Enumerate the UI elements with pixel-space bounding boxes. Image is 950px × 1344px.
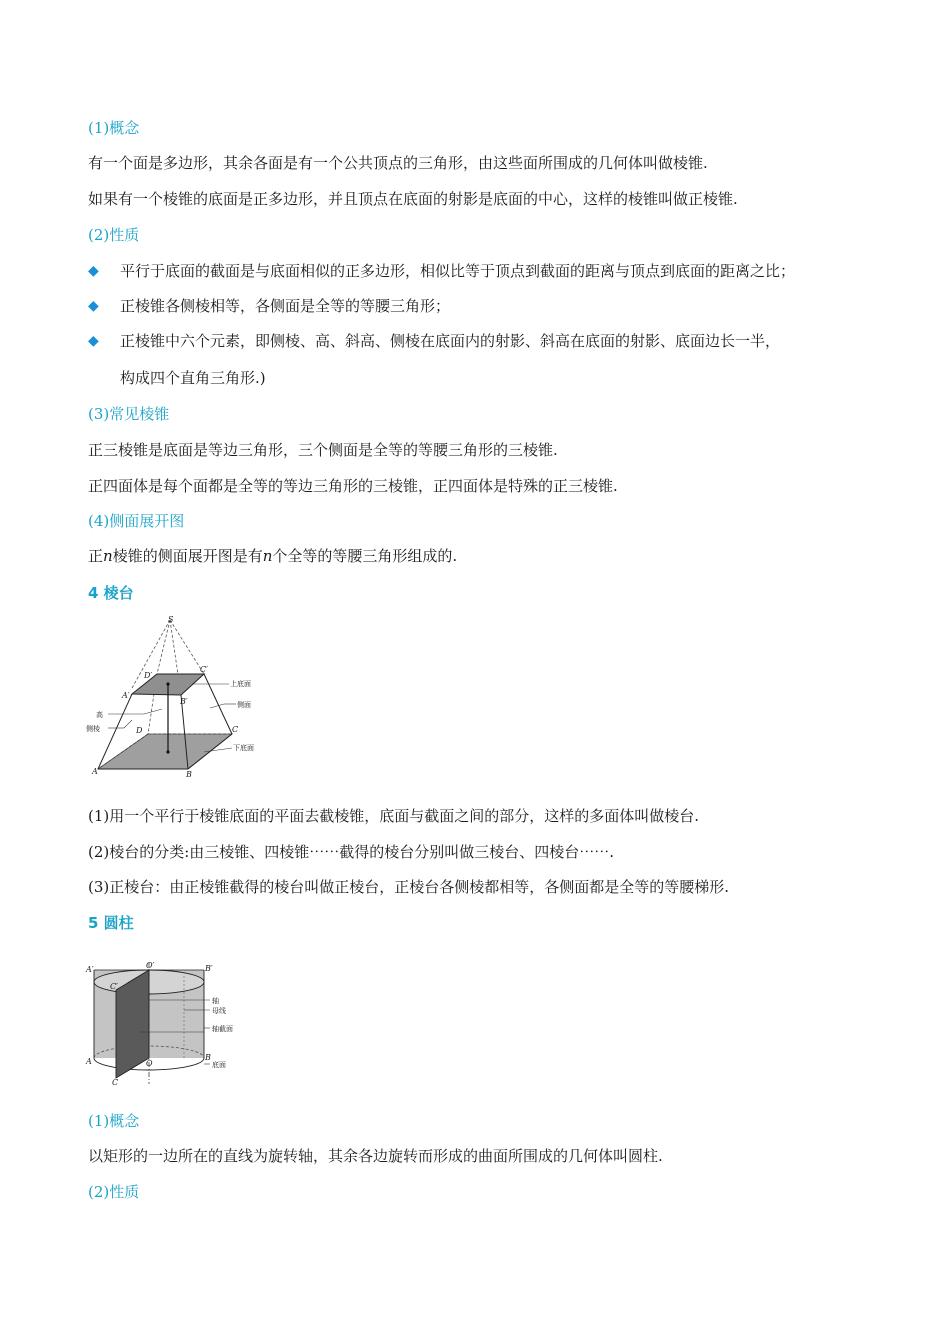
subheading-cylinder-concept: (1)概念 bbox=[88, 1112, 140, 1130]
label-C-prime: C′ bbox=[110, 982, 118, 991]
label-axis: 轴 bbox=[212, 997, 219, 1005]
label-O-prime: O′ bbox=[146, 961, 155, 970]
paragraph-lateral-unfolding bbox=[88, 546, 457, 566]
label-generatrix: 母线 bbox=[212, 1007, 226, 1015]
subheading-cylinder-properties: (2)性质 bbox=[88, 1183, 140, 1201]
label-B-prime: B′ bbox=[180, 697, 188, 706]
property-item: 平行于底面的截面是与底面相似的正多边形，相似比等于顶点到截面的距离与顶点到底面的距离之比； bbox=[120, 262, 796, 280]
subheading-lateral-unfolding: (4)侧面展开图 bbox=[88, 512, 185, 530]
paragraph-cylinder-definition: 以矩形的一边所在的直线为旋转轴，其余各边旋转而形成的曲面所围成的几何体叫圆柱. bbox=[88, 1147, 663, 1165]
label-A: A bbox=[86, 1057, 92, 1066]
frustum-figure bbox=[84, 612, 274, 780]
label-lateral-face: 侧面 bbox=[237, 701, 251, 709]
cylinder-figure bbox=[84, 958, 254, 1088]
label-height: 高 bbox=[96, 711, 103, 719]
label-B: B bbox=[186, 770, 192, 779]
label-lateral-edge: 侧棱 bbox=[86, 725, 100, 733]
subheading-concept: (1)概念 bbox=[88, 119, 140, 137]
text-segment: 正 bbox=[88, 547, 104, 565]
property-item: 正棱锥各侧棱相等，各侧面是全等的等腰三角形； bbox=[120, 297, 451, 315]
diamond-bullet-icon: ◆ bbox=[88, 333, 99, 349]
diamond-bullet-icon: ◆ bbox=[88, 298, 99, 314]
label-C-prime: C′ bbox=[200, 665, 208, 674]
label-A: A bbox=[92, 767, 98, 776]
subheading-properties: (2)性质 bbox=[88, 226, 140, 244]
paragraph-regular-frustum: (3)正棱台：由正棱锥截得的棱台叫做正棱台，正棱台各侧棱都相等，各侧面都是全等的等腰梯形. bbox=[88, 878, 730, 896]
label-bottom-base: 下底面 bbox=[233, 744, 254, 752]
paragraph-regular-tetrahedron: 正四面体是每个面都是全等的等边三角形的三棱锥，正四面体是特殊的正三棱锥. bbox=[88, 477, 618, 495]
label-O: O bbox=[146, 1059, 153, 1068]
variable-n: n bbox=[262, 547, 273, 565]
paragraph-frustum-classification: (2)棱台的分类:由三棱锥、四棱锥⋯⋯截得的棱台分别叫做三棱台、四棱台⋯⋯. bbox=[88, 843, 615, 861]
label-base: 底面 bbox=[212, 1061, 226, 1069]
subheading-common-pyramids: (3)常见棱锥 bbox=[88, 405, 170, 423]
label-S: S bbox=[168, 615, 174, 624]
text-segment: 个全等的等腰三角形组成的. bbox=[272, 547, 458, 565]
property-item: 正棱锥中六个元素，即侧棱、高、斜高、侧棱在底面内的射影、斜高在底面的射影、底面边长一半， bbox=[120, 332, 781, 350]
paragraph-regular-triangular-pyramid: 正三棱锥是底面是等边三角形，三个侧面是全等的等腰三角形的三棱锥. bbox=[88, 441, 558, 459]
label-D-prime: D′ bbox=[144, 671, 153, 680]
label-C: C bbox=[112, 1078, 119, 1087]
label-A-prime: A′ bbox=[122, 691, 130, 700]
section-heading-cylinder: 5 圆柱 bbox=[88, 914, 134, 932]
label-D: D bbox=[136, 726, 143, 735]
variable-n: n bbox=[103, 547, 113, 565]
label-top-base: 上底面 bbox=[230, 680, 251, 688]
diamond-bullet-icon: ◆ bbox=[88, 263, 99, 279]
label-axial-section: 轴截面 bbox=[212, 1025, 233, 1033]
paragraph-frustum-definition: (1)用一个平行于棱锥底面的平面去截棱锥，底面与截面之间的部分，这样的多面体叫做棱台. bbox=[88, 807, 700, 825]
label-B: B bbox=[205, 1053, 211, 1062]
label-B-prime: B′ bbox=[205, 964, 213, 973]
section-heading-frustum: 4 棱台 bbox=[88, 584, 134, 602]
label-C: C bbox=[232, 725, 239, 734]
text-segment: 棱锥的侧面展开图是有 bbox=[112, 547, 263, 565]
paragraph-pyramid-definition: 有一个面是多边形，其余各面是有一个公共顶点的三角形，由这些面所围成的几何体叫做棱锥. bbox=[88, 154, 708, 172]
paragraph-regular-pyramid-definition: 如果有一个棱锥的底面是正多边形，并且顶点在底面的射影是底面的中心，这样的棱锥叫做正棱锥. bbox=[88, 190, 738, 208]
label-A-prime: A′ bbox=[86, 965, 94, 974]
property-item-continuation: 构成四个直角三角形.) bbox=[120, 369, 266, 387]
